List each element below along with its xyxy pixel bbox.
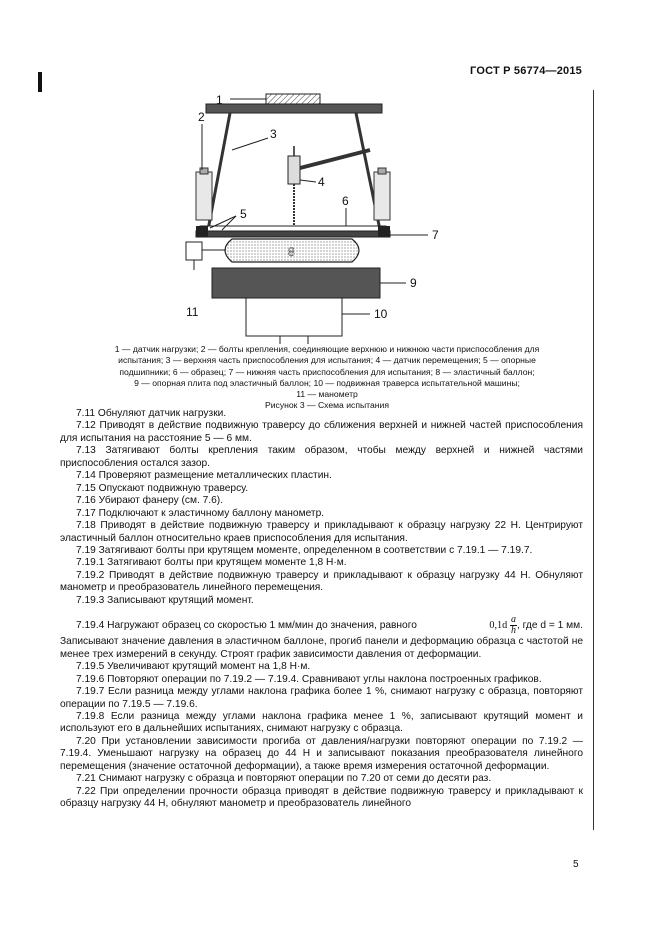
paragraph-7-19-5: 7.19.5 Увеличивают крутящий момент на 1,8 Н·м. (76, 661, 311, 673)
movable-crosshead (246, 298, 342, 336)
balloon-label: 8 (288, 245, 295, 259)
fraction-denominator: h (511, 625, 517, 637)
paragraph-7-19-7: 7.19.7 Если разница между углами наклона графика более 1 %, снимают нагрузку с образца, повторяют операции по 7.19.5 — 7.19.6. (60, 686, 583, 710)
formula-fraction (510, 615, 517, 636)
callout-3: 3 (270, 127, 277, 141)
paragraph-7-17: 7.17 Подключают к эластичному баллону манометр. (76, 507, 325, 519)
callout-2: 2 (198, 110, 205, 124)
margin-rule (593, 90, 594, 830)
paragraph-7-14: 7.14 Проверяют размещение металлических пластин. (76, 470, 332, 482)
bolt-right (374, 172, 390, 220)
paragraph-7-19-6: 7.19.6 Повторяют операции по 7.19.2 — 7.19.4. Сравнивают углы наклона построенных графиков. (76, 673, 542, 685)
specimen (200, 226, 386, 231)
paragraph-7-12: 7.12 Приводят в действие подвижную траверсу до сближения верхней и нижней частей приспособления для испытания на расстояние 5 — 6 мм. (60, 420, 583, 444)
document-body (60, 408, 583, 811)
formula-tail: , где d = 1 мм. (517, 620, 583, 632)
paragraph-7-13: 7.13 Затягивают болты крепления таким образом, чтобы между верхней и нижней частями приспособления остался зазор. (60, 445, 583, 469)
figure-caption (72, 344, 582, 412)
callout-5: 5 (240, 207, 247, 221)
displacement-sensor (288, 156, 300, 184)
callout-9: 9 (410, 276, 417, 290)
callout-7: 7 (432, 228, 439, 242)
paragraph-7-20: 7.20 При установлении зависимости прогиба от давления/нагрузки повторяют операции по 7.19.2 — 7.19.4. Уменьшают нагрузку на образец до 44 Н и записывают показания преобразователя линейного перемещения (значение остаточной деформации), а также время измерения остаточной деформации. (60, 735, 583, 772)
top-plate (206, 104, 382, 113)
paragraph-7-19-2: 7.19.2 Приводят в действие подвижную траверсу и прикладывают к образцу нагрузку 44 Н. Обнуляют манометр и преобразователь линейного перемещения. (60, 569, 583, 594)
caption-line: 1 — датчик нагрузки; 2 — болты крепления, соединяющие верхнюю и нижнюю части приспособления для (114, 344, 540, 354)
paragraph-7-21: 7.21 Снимают нагрузку с образца и повторяют операции по 7.20 от семи до десяти раз. (76, 773, 492, 785)
paragraph-7-19-4 (60, 615, 583, 636)
formula-block (489, 615, 583, 636)
fraction-numerator: a (511, 614, 517, 626)
bolt-left (196, 172, 212, 220)
formula-coefficient: 0,1d (489, 620, 508, 632)
caption-line: 9 — опорная плита под эластичный баллон; 10 — подвижная траверса испытательной машины; (134, 377, 520, 388)
callout-4: 4 (318, 175, 325, 189)
paragraph-7-11: 7.11 Обнуляют датчик нагрузки. (76, 408, 227, 419)
paragraph-7-19-3: 7.19.3 Записывают крутящий момент. (76, 594, 254, 606)
load-sensor (266, 94, 320, 104)
callout-11: 11 (186, 305, 199, 319)
caption-line: испытания; 3 — верхняя часть приспособления для испытания; 4 — датчик перемещения; 5 — опорные (118, 355, 536, 366)
callout-10: 10 (374, 307, 388, 321)
figure-title: Рисунок 3 — Схема испытания (265, 400, 389, 411)
page-number: 5 (573, 859, 579, 870)
paragraph-7-19: 7.19 Затягивают болты при крутящем моменте, определенном в соответствии с 7.19.1 — 7.19.7. (76, 544, 533, 556)
paragraph-7-19-4-text: 7.19.4 Нагружают образец со скоростью 1 мм/мин до значения, равного (76, 619, 417, 631)
paragraph-7-19-4-continued: Записывают значение давления в эластичном баллоне, прогиб панели и деформацию образца с частотой не менее трех измерений в секунду. Строят график зависимости давления от деформации. (60, 636, 583, 660)
paragraph-7-19-8: 7.19.8 Если разница между углами наклона графика менее 1 %, записывают крутящий момент и используют его в дальнейших испытаниях, снимают нагрузку с образца. (60, 710, 583, 735)
paragraph-7-19-1: 7.19.1 Затягивают болты при крутящем моменте 1,8 Н·м. (76, 557, 347, 569)
paragraph-7-18: 7.18 Приводят в действие подвижную траверсу и прикладывают к образцу нагрузку 22 Н. Центрируют эластичный баллон относительно краев приспособления для испытания. (60, 520, 583, 544)
callout-6: 6 (342, 194, 349, 208)
callout-1: 1 (216, 93, 223, 107)
lower-fixture (196, 231, 390, 237)
standard-designation: ГОСТ Р 56774—2015 (470, 65, 582, 77)
change-marker (38, 72, 42, 92)
paragraph-7-22: 7.22 При определении прочности образца приводят в действие подвижную траверсу и прикладывают к образцу нагрузку 44 Н, обнуляют манометр и преобразователь линейного (60, 785, 583, 810)
caption-line: подшипники; 6 — образец; 7 — нижняя часть приспособления для испытания; 8 — эластичный баллон; (119, 366, 535, 377)
manometer (186, 242, 202, 260)
caption-line: 11 — манометр (296, 389, 358, 400)
test-scheme-figure (170, 88, 450, 344)
paragraph-7-16: 7.16 Убирают фанеру (см. 7.6). (76, 495, 224, 507)
paragraph-7-15: 7.15 Опускают подвижную траверсу. (76, 482, 249, 494)
base-plate (212, 268, 380, 298)
